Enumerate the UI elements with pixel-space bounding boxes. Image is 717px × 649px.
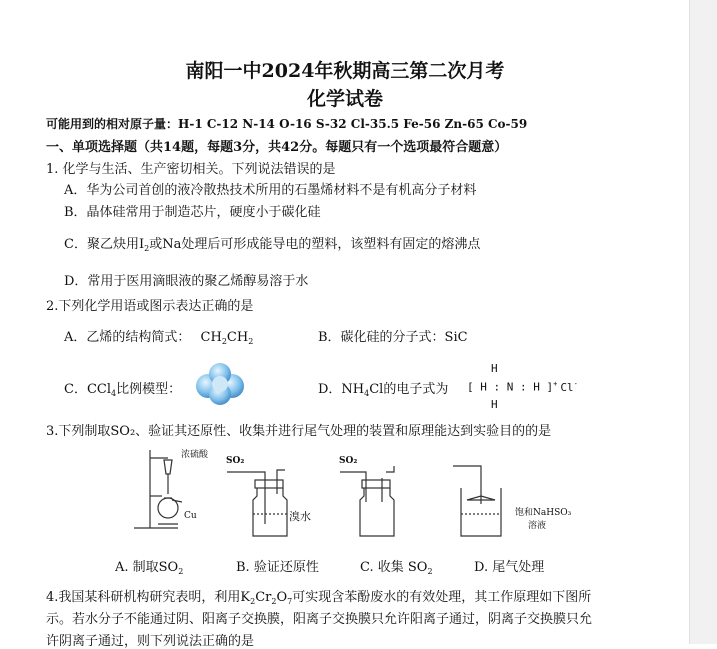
- q1-option-c-sub: 2: [144, 244, 150, 253]
- exam-title: 南阳一中2024年秋期高三第二次月考: [185, 60, 505, 82]
- q1-stem: 1. 化学与生活、生产密切相关。下列说法错误的是: [46, 162, 336, 177]
- label-conc-sulfuric-acid: 浓硫酸: [181, 450, 209, 460]
- exam-subject-title: 化学试卷: [306, 88, 383, 110]
- apparatus-b-bromine-water-figure: [225, 458, 297, 538]
- nh4cl-h-bottom: H: [491, 398, 498, 411]
- label-sat-nahso3: 饱和NaHSO₃: [515, 508, 572, 518]
- ccl4-space-filling-model-image: [194, 362, 246, 406]
- label-so2-b: SO₂: [226, 456, 245, 466]
- q1-option-c: [64, 233, 480, 253]
- apparatus-a-generation-figure: [128, 446, 224, 536]
- label-bromine-water: 溴水: [289, 510, 311, 523]
- q2-option-a: [64, 326, 253, 346]
- q2-option-a-formula: $CH_2CH_2$: [200, 330, 254, 346]
- q2-option-b: B．碳化硅的分子式：SiC: [318, 330, 468, 345]
- atomic-masses: 可能用到的相对原子量：H-1 C-12 N-14 O-16 S-32 Cl-35.5 Fe-56 Zn-65 Co-59: [46, 117, 528, 131]
- label-solution: 溶液: [528, 521, 547, 531]
- q3-option-a: A. 制取$SO_2$: [115, 560, 184, 576]
- q2-option-d: D．$NH_4Cl$的电子式为: [318, 382, 449, 398]
- q3-option-c: C. 收集 $SO_2$: [360, 560, 433, 576]
- q1-option-c-post: 或Na处理后可形成能导电的塑料，该塑料有固定的熔沸点: [149, 237, 481, 252]
- q1-option-c-pre: C．聚乙炔用I: [64, 237, 145, 252]
- apparatus-c-collection-figure: [338, 458, 410, 538]
- section-heading: 一、单项选择题（共14题，每题3分，共42分。每题只有一个选项最符合题意）: [46, 140, 508, 155]
- nh4cl-cation-structure: [ H : N : H ]+ Cl-: [467, 380, 578, 394]
- q1-option-d: D．常用于医用滴眼液的聚乙烯醇易溶于水: [64, 274, 309, 289]
- q4-line-2: 示。若水分子不能通过阴、阳离子交换膜，阳离子交换膜只允许阳离子通过，阴离子交换膜只允: [46, 612, 593, 627]
- q2-option-a-label: A．乙烯的结构简式：: [64, 330, 191, 345]
- q3-option-d: D. 尾气处理: [474, 560, 545, 575]
- q4-line-1: 4.我国某科研机构研究表明，利用$K_2Cr_2O_7$可实现含苯酚废水的有效处理，其工作原理如下图所: [46, 590, 592, 606]
- q4-line-3: 许阴离子通过，则下列说法正确的是: [46, 634, 255, 649]
- q3-option-b: B. 验证还原性: [236, 560, 319, 575]
- label-copper: Cu: [184, 511, 197, 521]
- q1-option-b: B．晶体硅常用于制造芯片，硬度小于碳化硅: [64, 205, 321, 220]
- label-so2-c: SO₂: [339, 456, 358, 466]
- nh4cl-h-top: H: [491, 362, 498, 375]
- q2-option-c: C．CCl$_4$比例模型：: [64, 382, 182, 398]
- vertical-scrollbar[interactable]: [689, 0, 717, 644]
- apparatus-d-tail-gas-figure: [445, 462, 515, 538]
- q3-stem: 3.下列制取SO₂、验证其还原性、收集并进行尾气处理的装置和原理能达到实验目的的是: [46, 424, 552, 439]
- q1-option-a: A．华为公司首创的液冷散热技术所用的石墨烯材料不是有机高分子材料: [64, 183, 477, 198]
- q2-stem: 2.下列化学用语或图示表达正确的是: [46, 299, 254, 314]
